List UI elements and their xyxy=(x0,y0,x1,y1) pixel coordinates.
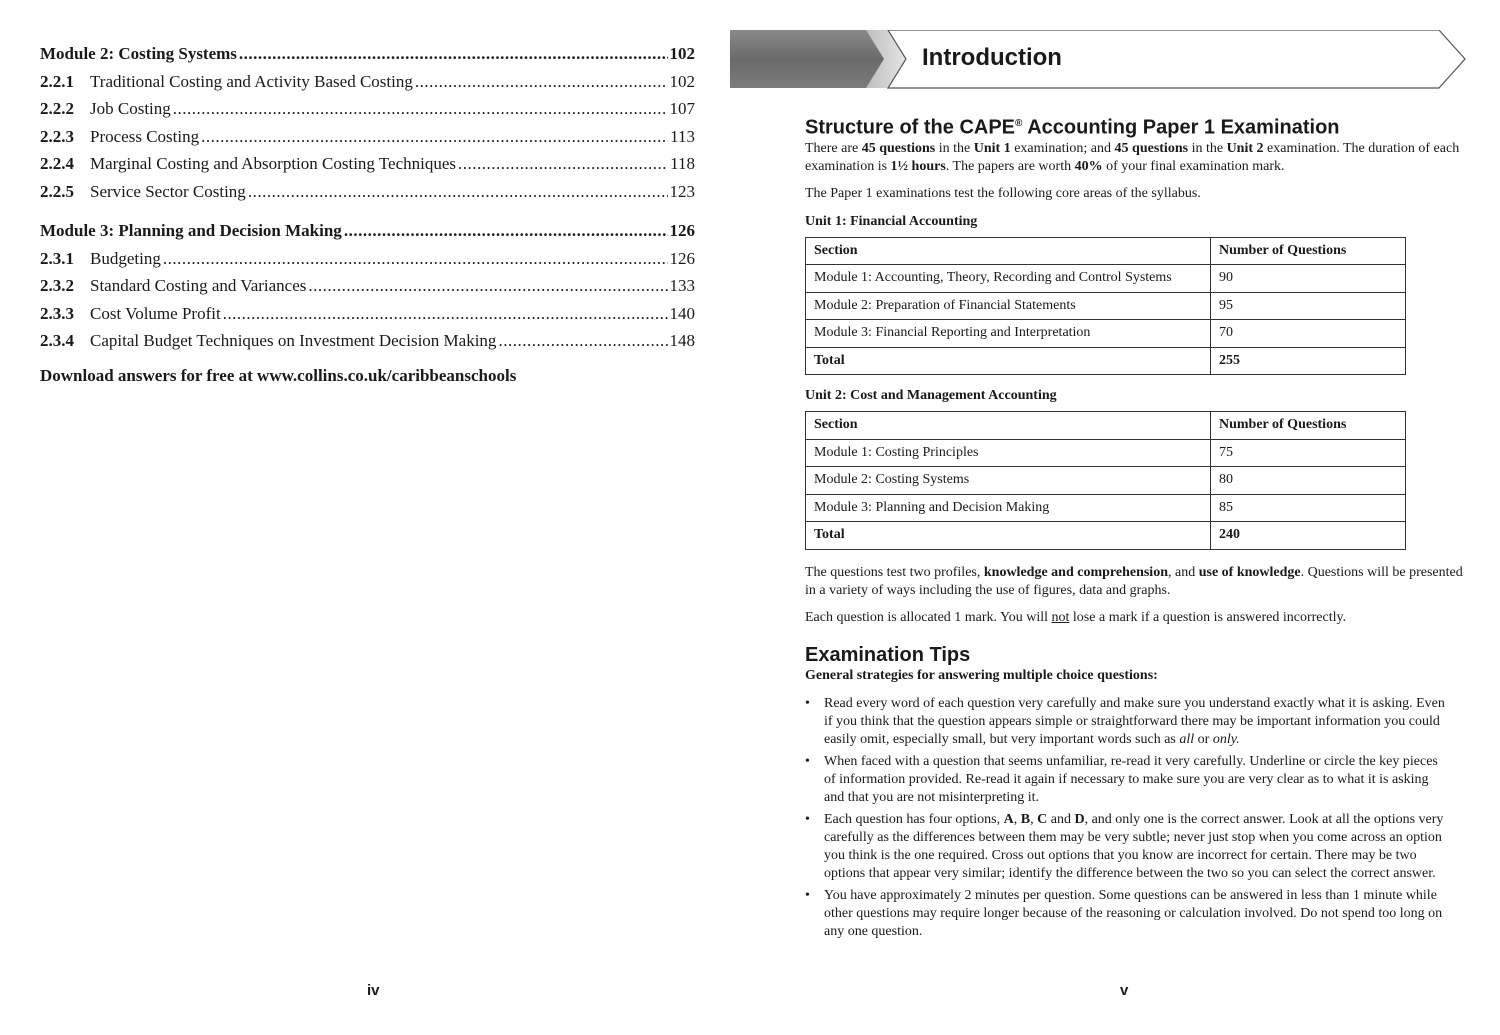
toc-row[interactable] xyxy=(40,181,695,203)
table-header-row xyxy=(806,237,1406,265)
toc-number: 2.2.4 xyxy=(40,154,74,173)
profiles-paragraph: The questions test two profiles, knowledge and comprehension, and use of knowledge. Questions will be presented in a variety of ways including the use of figures, data and graphs. xyxy=(805,564,1463,598)
toc-leader xyxy=(498,330,667,352)
table-cell: 90 xyxy=(1211,265,1406,293)
table-header-cell: Number of Questions xyxy=(1211,237,1406,265)
table-total-row xyxy=(806,522,1406,550)
table-row xyxy=(806,320,1406,348)
toc-page: 140 xyxy=(669,304,695,323)
toc-title: Capital Budget Techniques on Investment Decision Making xyxy=(90,331,497,350)
core-areas-paragraph: The Paper 1 examinations test the following core areas of the syllabus. xyxy=(805,185,1201,201)
table-cell: Module 1: Costing Principles xyxy=(806,439,1211,467)
toc-row[interactable] xyxy=(40,275,695,297)
right-page xyxy=(740,0,1500,1035)
tips-subheading: General strategies for answering multiple choice questions: xyxy=(805,667,1158,683)
toc-leader xyxy=(458,153,668,175)
table-header-cell: Section xyxy=(806,237,1211,265)
table-row xyxy=(806,494,1406,522)
toc-leader xyxy=(173,98,668,120)
chapter-title: Introduction xyxy=(922,44,1062,71)
table-cell: 80 xyxy=(1211,467,1406,495)
toc-page: 107 xyxy=(669,99,695,118)
toc-leader xyxy=(163,248,668,270)
intro-paragraph: There are 45 questions in the Unit 1 examination; and 45 questions in the Unit 2 examination. The duration of each examination is 1½ hours. The papers are worth 40% of your final examination mark. xyxy=(805,140,1460,174)
toc-row[interactable] xyxy=(40,98,695,120)
toc-page: 126 xyxy=(669,249,695,268)
toc-number: 2.3.3 xyxy=(40,304,74,323)
toc-row[interactable] xyxy=(40,153,695,175)
toc-row[interactable] xyxy=(40,126,695,148)
table-row xyxy=(806,265,1406,293)
toc-number: 2.3.1 xyxy=(40,249,74,268)
toc-title: Cost Volume Profit xyxy=(90,304,221,323)
table-cell: Total xyxy=(806,522,1211,550)
unit2-label: Unit 2: Cost and Management Accounting xyxy=(805,388,1057,404)
structure-heading: Structure of the CAPE® Accounting Paper 1 Examination xyxy=(805,116,1340,139)
toc-leader xyxy=(248,181,668,203)
unit1-table xyxy=(805,237,1406,376)
table-header-cell: Number of Questions xyxy=(1211,412,1406,440)
toc-title: Budgeting xyxy=(90,249,161,268)
unit2-table xyxy=(805,411,1406,550)
toc-row[interactable] xyxy=(40,330,695,352)
toc-title: Job Costing xyxy=(90,99,171,118)
mark-paragraph: Each question is allocated 1 mark. You will not lose a mark if a question is answered incorrectly. xyxy=(805,609,1347,625)
table-row xyxy=(806,439,1406,467)
toc-page: 113 xyxy=(670,127,695,146)
toc-number: 2.2.2 xyxy=(40,99,74,118)
table-cell: Total xyxy=(806,347,1211,375)
toc-row[interactable] xyxy=(40,220,695,242)
table-cell: Module 2: Costing Systems xyxy=(806,467,1211,495)
table-cell: Module 3: Planning and Decision Making xyxy=(806,494,1211,522)
table-cell: 255 xyxy=(1211,347,1406,375)
unit1-label: Unit 1: Financial Accounting xyxy=(805,213,978,229)
download-answers-note: Download answers for free at www.collins.co.uk/caribbeanschools xyxy=(40,366,517,385)
table-row xyxy=(806,292,1406,320)
toc-page: 123 xyxy=(669,182,695,201)
tips-list xyxy=(805,695,1445,941)
toc-title: Standard Costing and Variances xyxy=(90,276,307,295)
page-number-right: v xyxy=(1120,982,1129,999)
chapter-banner xyxy=(730,30,1470,90)
toc-leader xyxy=(308,275,667,297)
toc-row[interactable] xyxy=(40,303,695,325)
table-cell: 70 xyxy=(1211,320,1406,348)
toc-number: 2.3.2 xyxy=(40,276,74,295)
toc-page: 126 xyxy=(669,221,695,240)
toc-page: 133 xyxy=(669,276,695,295)
table-header-row xyxy=(806,412,1406,440)
toc-title: Service Sector Costing xyxy=(90,182,246,201)
toc-number: 2.2.3 xyxy=(40,127,74,146)
toc-number: 2.2.1 xyxy=(40,72,74,91)
toc-title: Module 2: Costing Systems xyxy=(40,44,237,63)
toc-title: Process Costing xyxy=(90,127,200,146)
list-item: • You have approximately 2 minutes per question. Some questions can be answered in less than 1 minute while other questions may require longer because of the reasoning or calculation involved. Do not spend too long on any one question. xyxy=(805,887,1445,941)
toc-page: 148 xyxy=(669,331,695,350)
table-cell: 95 xyxy=(1211,292,1406,320)
toc-page: 118 xyxy=(670,154,695,173)
table-row xyxy=(806,467,1406,495)
page-number-left: iv xyxy=(367,982,380,999)
toc-leader xyxy=(344,220,668,242)
toc-leader xyxy=(239,43,668,65)
table-cell: 75 xyxy=(1211,439,1406,467)
table-cell: Module 3: Financial Reporting and Interpretation xyxy=(806,320,1211,348)
toc-row[interactable] xyxy=(40,71,695,93)
toc-number: 2.3.4 xyxy=(40,331,74,350)
toc-title: Marginal Costing and Absorption Costing Techniques xyxy=(90,154,457,173)
toc-leader xyxy=(201,126,668,148)
toc-leader xyxy=(415,71,668,93)
left-page xyxy=(0,0,740,1035)
toc-leader xyxy=(223,303,668,325)
toc-page: 102 xyxy=(669,44,695,63)
toc-title: Traditional Costing and Activity Based Costing xyxy=(90,72,413,91)
list-item: • Read every word of each question very carefully and make sure you understand exactly what it is asking. Even if you think that the question appears simple or straightforward there may be important information you could easily omit, especially small, but very important words such as all or only. xyxy=(805,695,1445,749)
table-cell: 240 xyxy=(1211,522,1406,550)
table-cell: Module 2: Preparation of Financial Statements xyxy=(806,292,1211,320)
tips-heading: Examination Tips xyxy=(805,643,971,666)
list-item: • Each question has four options, A, B, C and D, and only one is the correct answer. Look at all the options very carefully as the differences between them may be very subtle; never just stop when you come across an option you think is the one required. Cross out options that you know are incorrect for certain. There may be two options that appear very similar; identify the difference between the two so you can select the correct answer. xyxy=(805,811,1445,883)
table-cell: Module 1: Accounting, Theory, Recording and Control Systems xyxy=(806,265,1211,293)
toc-number: 2.2.5 xyxy=(40,182,74,201)
toc-title: Module 3: Planning and Decision Making xyxy=(40,221,342,240)
toc-row[interactable] xyxy=(40,248,695,270)
toc-row[interactable] xyxy=(40,43,695,65)
table-header-cell: Section xyxy=(806,412,1211,440)
table-total-row xyxy=(806,347,1406,375)
list-item: • When faced with a question that seems unfamiliar, re-read it very carefully. Underline or circle the key pieces of information provided. Re-read it again if necessary to make sure you are very clear as to what it is asking and that you are not misinterpreting it. xyxy=(805,753,1445,807)
toc-page: 102 xyxy=(669,72,695,91)
table-cell: 85 xyxy=(1211,494,1406,522)
structure-section xyxy=(805,112,1465,945)
